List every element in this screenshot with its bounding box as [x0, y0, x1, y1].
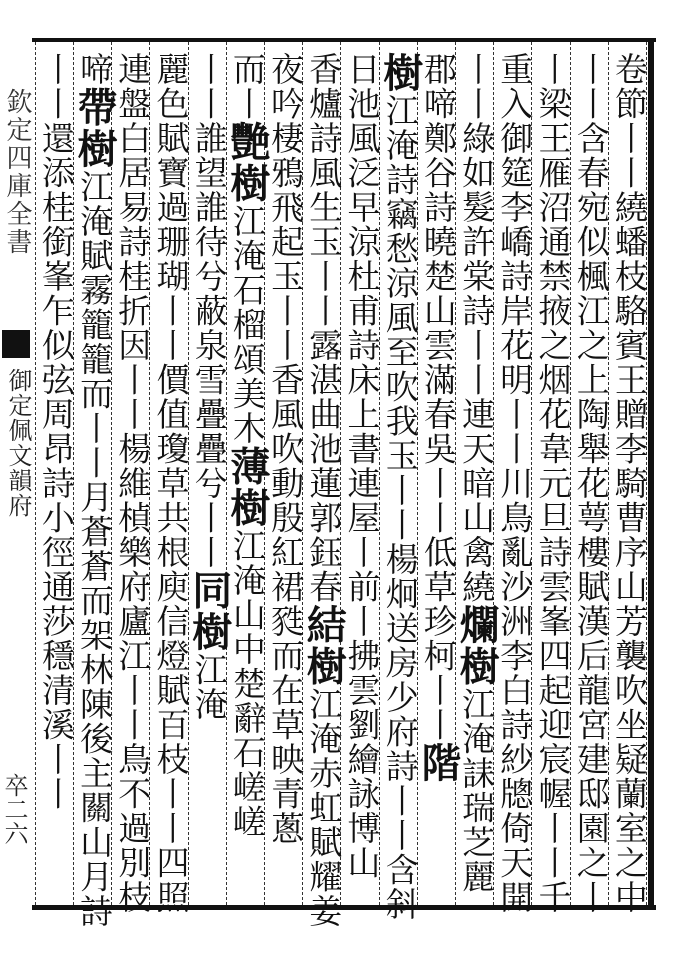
- text-run: 江淹誄瑞芝麗: [457, 687, 497, 894]
- text-run: 草珍柯丨丨: [418, 569, 458, 742]
- text-run: 丨丨還添桂銜峯乍似弦周昂詩小徑通莎穩清溪丨丨: [36, 52, 76, 811]
- margin-header: 欽定四庫全書: [2, 88, 32, 256]
- text-column: [340, 52, 384, 902]
- text-run: 夜吟棲鴉飛起玉丨丨香風吹動殷紅裙: [266, 52, 306, 604]
- text-column: [71, 52, 119, 929]
- text-run: 甤而在草映青蔥: [266, 604, 306, 846]
- headword: 爛樹: [453, 604, 501, 687]
- text-run: 江淹賦霧籠籠而丨丨月蒼蒼而架林陳後主關山月詩: [75, 169, 115, 929]
- frame-top-border: [32, 38, 656, 42]
- text-run: 江淹詩竊愁涼風至吹我玉丨丨楊炯送房少府詩丨丨含斜: [380, 93, 420, 922]
- text-run: 郡啼鄭谷詩曉楚山雲滿春吳丨丨低: [418, 52, 458, 570]
- text-column: [376, 52, 424, 922]
- text-column: [225, 52, 269, 902]
- text-run: 日池風泛早涼杜甫詩床上書連屋丨前丨拂雲劉繪詠博山: [342, 52, 382, 880]
- text-run: 香爐詩風生玉丨丨露湛曲池蓮郭鈺春: [304, 52, 344, 604]
- headword: 結樹: [300, 604, 348, 687]
- text-run: 丨丨誰望誰待: [189, 52, 229, 259]
- text-run: 江淹山中楚辭石嵯嵯: [227, 528, 267, 839]
- text-run: 江淹石榴頌美木: [227, 204, 267, 446]
- text-column: [34, 52, 78, 902]
- margin-strip: [0, 38, 32, 910]
- text-run: 丨丨綠如髮許棠詩丨丨連天暗山禽繞: [457, 52, 497, 604]
- text-run: 丨丨含春宛似楓江之上陶舉花萼樓賦漢后龍宮建邸園之丨: [571, 52, 611, 915]
- text-run: 卷節丨丨繞蟠枝駱賓王贈李騎曹序山芳襲吹坐疑蘭室之中: [609, 52, 649, 915]
- text-run: 重入御筵李嶠詩岸花明丨丨川鳥亂沙洲李白詩紗牕倚天開: [495, 52, 535, 915]
- text-column: [110, 52, 154, 915]
- headword: 樹: [376, 52, 424, 94]
- text-column: [569, 52, 613, 915]
- text-run: 麗色賦寶過珊瑚丨丨價值瓊草共根庾信燈賦百枝丨丨四照: [151, 52, 191, 915]
- headword: 階: [414, 742, 462, 784]
- headword: 帶樹: [71, 86, 119, 170]
- text-run: 江淹: [189, 652, 229, 722]
- headword: 薄樹: [223, 445, 271, 529]
- text-run: 江淹赤虹賦耀姜: [304, 687, 344, 929]
- fish-tail-mark: [2, 330, 30, 358]
- text-column: [416, 52, 460, 902]
- text-column: [187, 52, 231, 902]
- margin-page-number: 卒二六: [0, 773, 28, 845]
- text-column: [300, 52, 348, 929]
- text-column: [607, 52, 651, 915]
- text-column: [531, 52, 575, 915]
- text-column: [492, 52, 536, 915]
- headword: 艷樹: [223, 121, 271, 204]
- text-run: 丨梁王雁沼通禁掖之烟花韋元旦詩雲峯四起迎宸幄丨丨千: [533, 52, 573, 915]
- text-run: 兮蔽泉雪疊疊兮丨丨: [189, 259, 229, 570]
- margin-book-title: 御定佩文韻府: [4, 368, 32, 518]
- text-column: [149, 52, 193, 915]
- text-run: 連盤白居易詩桂折因丨丨楊維楨樂府廬江丨丨鳥不過別枝: [113, 52, 153, 915]
- text-run: 而丨: [227, 52, 267, 121]
- text-run: 啼: [75, 52, 115, 87]
- headword: 同樹: [185, 569, 233, 653]
